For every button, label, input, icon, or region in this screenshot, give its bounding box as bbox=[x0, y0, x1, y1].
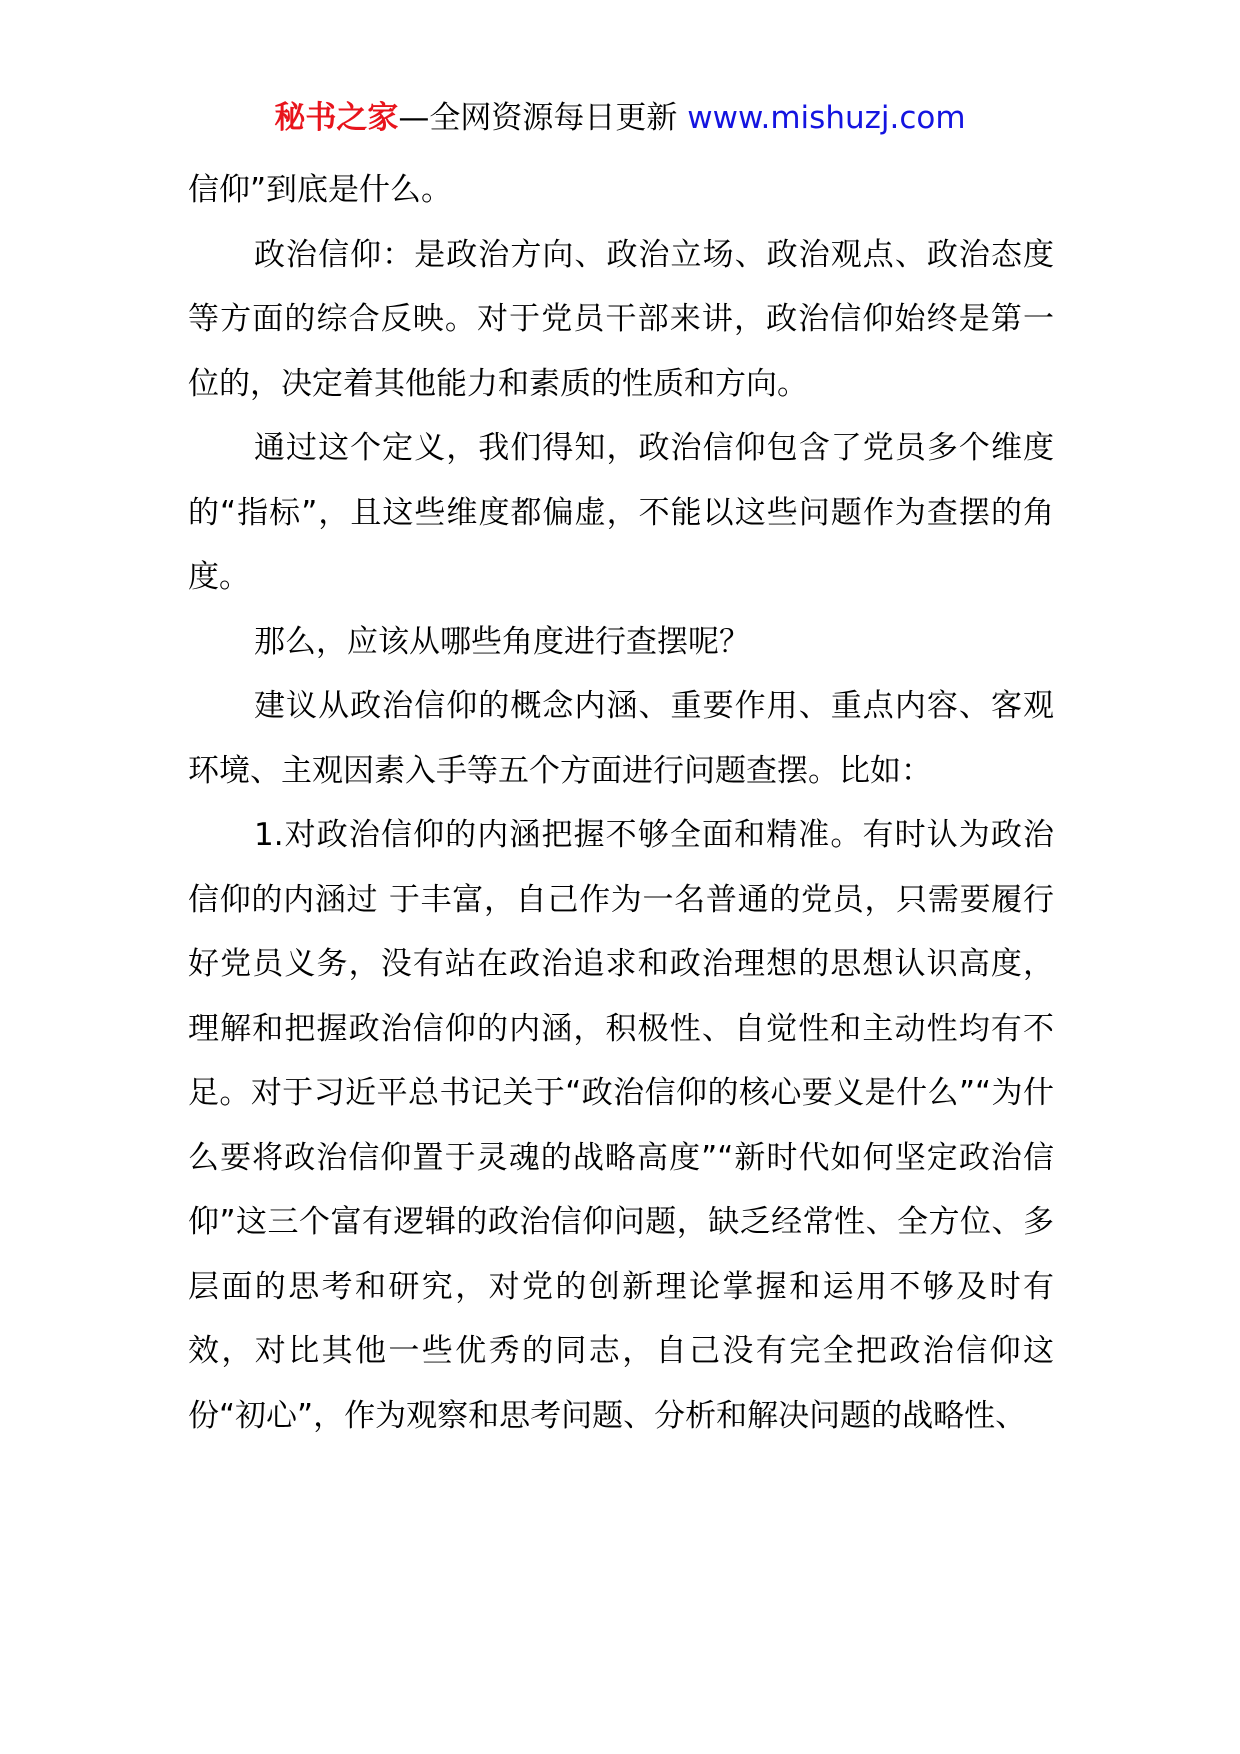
paragraph-4: 那么，应该从哪些角度进行查摆呢？ bbox=[254, 623, 750, 660]
header-tagline: —全网资源每日更新 bbox=[398, 100, 688, 136]
document-body bbox=[188, 158, 1054, 1448]
paragraph-3: 通过这个定义，我们得知，政治信仰包含了党员多个维度的“指标”，且这些维度都偏虚，不能以这些问题作为查摆的角度。 bbox=[188, 430, 1054, 595]
paragraph-5: 建议从政治信仰的概念内涵、重要作用、重点内容、客观环境、主观因素入手等五个方面进行问题查摆。比如： bbox=[188, 688, 1054, 789]
header-url-link[interactable]: www.mishuzj.com bbox=[687, 100, 966, 136]
paragraph-2: 政治信仰：是政治方向、政治立场、政治观点、政治态度等方面的综合反映。对于党员干部来讲，政治信仰始终是第一位的，决定着其他能力和素质的性质和方向。 bbox=[188, 236, 1054, 402]
page-header bbox=[0, 98, 1240, 138]
header-brand: 秘书之家 bbox=[274, 100, 399, 136]
paragraph-6: 1.对政治信仰的内涵把握不够全面和精准。有时认为政治信仰的内涵过 于丰富，自己作为一名普通的党员，只需要履行好党员义务，没有站在政治追求和政治理想的思想认识高度，理解和把握政治信仰的内涵，积极性、自觉性和主动性均有不足。对于习近平总书记关于“政治信仰的核心要义是什么”“为什么要将政治信仰置于灵魂的战略高度”“新时代如何坚定政治信仰”这三个富有逻辑的政治信仰问题，缺乏经常性、全方位、多层面的思考和研究，对党的创新理论掌握和运用不够及时有效，对比其他一些优秀的同志，自己没有完全把政治信仰这份“初心”，作为观察和思考问题、分析和解决问题的战略性、 bbox=[188, 817, 1054, 1434]
paragraph-1: 信仰”到底是什么。 bbox=[188, 172, 453, 208]
